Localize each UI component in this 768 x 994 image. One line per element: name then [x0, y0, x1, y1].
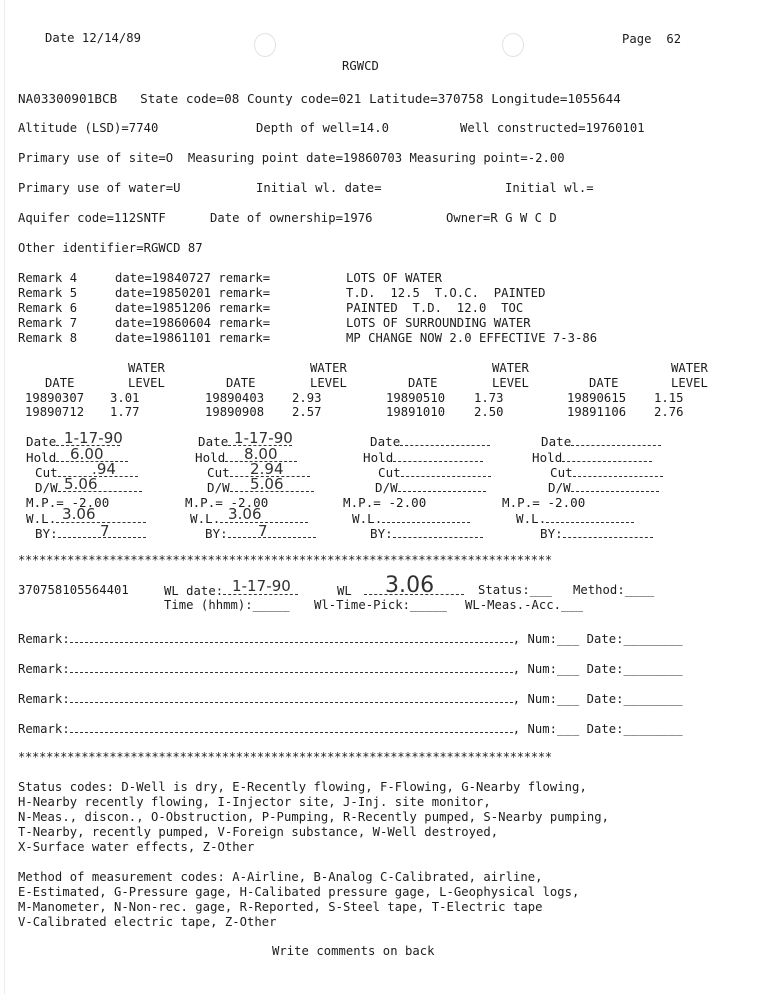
form-wl-value: 3.06 — [62, 505, 96, 523]
remark-text: MP CHANGE NOW 2.0 EFFECTIVE 7-3-86 — [346, 331, 598, 345]
form-by-value: 7 — [100, 522, 110, 540]
wl-label: WL — [337, 584, 352, 598]
form-date-value: 1-17-90 — [234, 429, 293, 447]
owner: Owner=R G W C D — [446, 211, 557, 225]
remark-num-field[interactable]: Num:___ — [527, 692, 580, 706]
form-dw-label: D/W — [548, 480, 571, 495]
remark-date: date=19850201 remark= — [115, 286, 271, 300]
wl-meas-acc-field[interactable]: WL-Meas.-Acc.___ — [465, 598, 584, 612]
remark-line-field[interactable] — [70, 661, 513, 673]
form-cut-label: Cut — [550, 465, 573, 480]
form-wl-value: 3.06 — [228, 505, 262, 523]
remark-label: Remark 7 — [18, 316, 78, 330]
status-codes-line: N-Meas., discon., O-Obstruction, P-Pumping, R-Recently pumped, S-Nearby pumping, — [18, 810, 609, 824]
form-date-field[interactable] — [571, 434, 661, 446]
col-header-level: LEVEL — [492, 376, 529, 390]
form-mp: M.P.= -2.00 — [343, 495, 427, 510]
method-codes-line: V-Calibrated electric tape, Z-Other — [18, 915, 277, 929]
remark-text: PAINTED T.D. 12.0 TOC — [346, 301, 524, 315]
table-cell-date: 19890712 — [25, 405, 85, 419]
form-date-field[interactable] — [400, 434, 490, 446]
form-date-label: Date — [541, 434, 572, 449]
table-cell-date: 19890615 — [567, 391, 627, 405]
form-dw-label: D/W — [375, 480, 398, 495]
wl-time-pick-field[interactable]: Wl-Time-Pick:_____ — [314, 598, 447, 612]
form-dw-label: D/W — [35, 480, 58, 495]
table-cell-date: 19891010 — [386, 405, 446, 419]
remark-date-field[interactable]: Date:________ — [586, 692, 683, 706]
form-dw-label: D/W — [207, 480, 230, 495]
form-cut-value: .94 — [92, 460, 117, 478]
well-depth: Depth of well=14.0 — [256, 121, 389, 135]
form-date-label: Date — [370, 434, 401, 449]
form-wl-field[interactable] — [546, 511, 634, 523]
remark-date-field[interactable]: Date:________ — [586, 662, 683, 676]
table-cell-level: 1.15 — [654, 391, 684, 405]
remark-label: Remark 5 — [18, 286, 78, 300]
table-cell-level: 3.01 — [110, 391, 140, 405]
col-header-level: LEVEL — [310, 376, 347, 390]
col-header-water: WATER — [492, 361, 529, 375]
remark-line-label: Remark: — [18, 662, 70, 676]
table-cell-level: 2.76 — [654, 405, 684, 419]
remark-date: date=19861101 remark= — [115, 331, 271, 345]
remark-line-label: Remark: — [18, 632, 70, 646]
remark-text: LOTS OF WATER — [346, 271, 443, 285]
report-title: RGWCD — [342, 59, 379, 73]
method-codes-line: M-Manometer, N-Non-rec. gage, R-Reported, S-Steel tape, T-Electric tape — [18, 900, 543, 914]
form-date-value: 1-17-90 — [64, 429, 123, 447]
table-cell-level: 1.73 — [474, 391, 504, 405]
footer-note: Write comments on back — [272, 944, 435, 958]
form-hold-label: Hold — [195, 450, 226, 465]
remark-date: date=19851206 remark= — [115, 301, 271, 315]
form-dw-value: 5.06 — [64, 475, 98, 493]
time-field[interactable]: Time (hhmm):_____ — [164, 598, 290, 612]
col-header-level: LEVEL — [671, 376, 708, 390]
col-header-water: WATER — [128, 361, 165, 375]
form-wl-field[interactable] — [382, 511, 470, 523]
remark-text: T.D. 12.5 T.O.C. PAINTED — [346, 286, 546, 300]
status-field[interactable]: Status:___ — [478, 583, 552, 597]
form-hold-label: Hold — [363, 450, 394, 465]
method-codes-line: E-Estimated, G-Pressure gage, H-Calibated pressure gage, L-Geophysical logs, — [18, 885, 580, 899]
table-cell-level: 2.57 — [292, 405, 322, 419]
remark-line-field[interactable] — [70, 631, 513, 643]
form-by-field[interactable] — [393, 526, 483, 538]
form-by-label: BY: — [35, 526, 58, 541]
site-id-line: NA03300901BCB State code=08 County code=021 Latitude=370758 Longitude=1055644 — [18, 91, 621, 106]
form-wl-label: W.L. — [516, 511, 547, 526]
table-cell-date: 19890510 — [386, 391, 446, 405]
form-cut-value: 2.94 — [250, 460, 284, 478]
form-cut-label: Cut — [35, 465, 58, 480]
form-cut-label: Cut — [378, 465, 401, 480]
remark-line-label: Remark: — [18, 692, 70, 706]
form-date-label: Date — [26, 434, 57, 449]
col-header-date: DATE — [45, 376, 75, 390]
remark-date-field[interactable]: Date:________ — [586, 722, 683, 736]
form-hold-field[interactable] — [393, 450, 483, 462]
separator-line: **************************************************************************** — [18, 553, 552, 567]
remark-date: date=19840727 remark= — [115, 271, 271, 285]
report-date: Date 12/14/89 — [45, 31, 142, 45]
altitude: Altitude (LSD)=7740 — [18, 121, 159, 135]
col-header-date: DATE — [589, 376, 619, 390]
remark-text: LOTS OF SURROUNDING WATER — [346, 316, 531, 330]
date-of-ownership: Date of ownership=1976 — [210, 211, 373, 225]
form-by-field[interactable] — [563, 526, 653, 538]
form-mp: M.P.= -2.00 — [502, 495, 586, 510]
remark-line-field[interactable] — [70, 691, 513, 703]
form-cut-field[interactable] — [401, 465, 491, 477]
status-codes-line: Status codes: D-Well is dry, E-Recently flowing, F-Flowing, G-Nearby flowing, — [18, 780, 587, 794]
status-codes-line: X-Surface water effects, Z-Other — [18, 840, 255, 854]
form-dw-field[interactable] — [398, 480, 486, 492]
form-wl-label: W.L. — [352, 511, 383, 526]
form-by-label: BY: — [540, 526, 563, 541]
form-by-value: 7 — [258, 522, 268, 540]
form-hold-value: 6.00 — [70, 445, 104, 463]
wl-date-value: 1-17-90 — [232, 577, 291, 595]
col-header-level: LEVEL — [128, 376, 165, 390]
form-by-label: BY: — [370, 526, 393, 541]
form-date-label: Date — [198, 434, 229, 449]
form-wl-label: W.L. — [190, 511, 221, 526]
table-cell-date: 19890307 — [25, 391, 85, 405]
form-by-label: BY: — [205, 526, 228, 541]
table-cell-level: 1.77 — [110, 405, 140, 419]
table-cell-level: 2.93 — [292, 391, 322, 405]
table-cell-date: 19890908 — [205, 405, 265, 419]
initial-wl-date: Initial wl. date= — [256, 181, 382, 195]
method-field[interactable]: Method:____ — [573, 583, 655, 597]
page-number: Page 62 — [622, 32, 682, 46]
col-header-water: WATER — [671, 361, 708, 375]
wl-value: 3.06 — [385, 573, 435, 598]
form-wl-label: W.L. — [26, 511, 57, 526]
other-identifier: Other identifier=RGWCD 87 — [18, 241, 203, 255]
form-cut-label: Cut — [207, 465, 230, 480]
form-hold-field[interactable] — [562, 450, 652, 462]
form-by-field[interactable] — [228, 526, 316, 538]
form-mp: M.P.= -2.00 — [185, 495, 269, 510]
col-header-date: DATE — [408, 376, 438, 390]
form-hold-value: 8.00 — [244, 445, 278, 463]
table-cell-date: 19890403 — [205, 391, 265, 405]
entry-site-id: 370758105564401 — [18, 583, 129, 597]
status-codes-line: T-Nearby, recently pumped, V-Foreign substance, W-Well destroyed, — [18, 825, 499, 839]
remark-label: Remark 6 — [18, 301, 78, 315]
remark-date: date=19860604 remark= — [115, 316, 271, 330]
remark-label: Remark 4 — [18, 271, 78, 285]
aquifer-code: Aquifer code=112SNTF — [18, 211, 166, 225]
table-cell-date: 19891106 — [567, 405, 627, 419]
col-header-date: DATE — [226, 376, 256, 390]
form-hold-label: Hold — [532, 450, 563, 465]
form-mp: M.P.= -2.00 — [26, 495, 110, 510]
punch-hole-left — [254, 33, 276, 57]
wl-date-label: WL date: — [164, 584, 224, 598]
remark-date-field[interactable]: Date:________ — [586, 632, 683, 646]
remark-line-field[interactable] — [70, 721, 513, 733]
remark-num-field[interactable]: Num:___ — [527, 722, 580, 736]
form-hold-label: Hold — [26, 450, 57, 465]
separator-line: **************************************************************************** — [18, 750, 552, 764]
page-edge — [4, 0, 5, 994]
table-cell-level: 2.50 — [474, 405, 504, 419]
form-dw-field[interactable] — [571, 480, 659, 492]
remark-num-field[interactable]: Num:___ — [527, 632, 580, 646]
remark-label: Remark 8 — [18, 331, 78, 345]
remark-num-field[interactable]: Num:___ — [527, 662, 580, 676]
col-header-water: WATER — [310, 361, 347, 375]
remark-row — [18, 271, 77, 285]
well-constructed: Well constructed=19760101 — [460, 121, 645, 135]
form-cut-field[interactable] — [573, 465, 663, 477]
primary-use-site: Primary use of site=O Measuring point date=19860703 Measuring point=-2.00 — [18, 151, 565, 165]
method-codes-line: Method of measurement codes: A-Airline, B-Analog C-Calibrated, airline, — [18, 870, 543, 884]
initial-wl: Initial wl.= — [505, 181, 594, 195]
status-codes-line: H-Nearby recently flowing, I-Injector site, J-Inj. site monitor, — [18, 795, 491, 809]
remark-line-label: Remark: — [18, 722, 70, 736]
primary-use-water: Primary use of water=U — [18, 181, 181, 195]
punch-hole-right — [502, 33, 524, 57]
form-dw-value: 5.06 — [250, 475, 284, 493]
